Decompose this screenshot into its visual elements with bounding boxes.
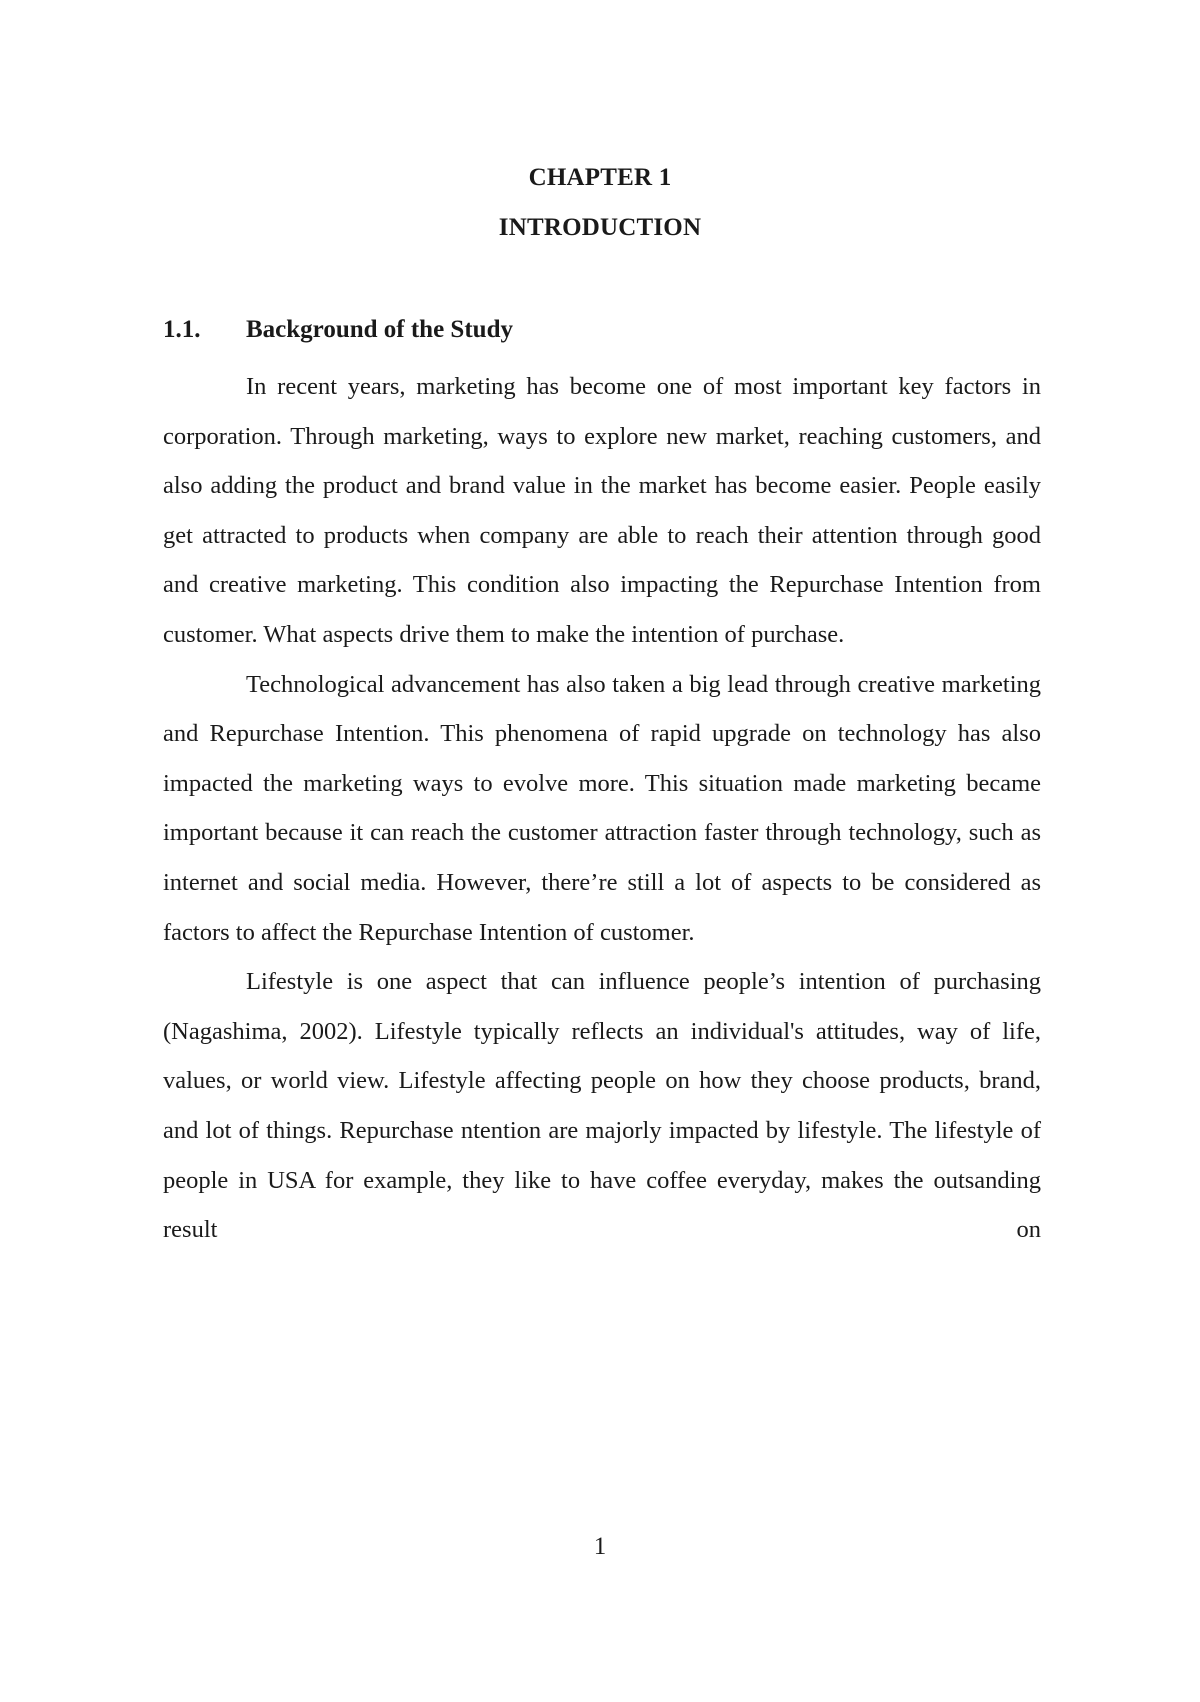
chapter-number: CHAPTER 1 xyxy=(528,164,672,191)
page-number: 1 xyxy=(593,1533,607,1560)
section-number: 1.1. xyxy=(163,316,201,343)
section-title: Background of the Study xyxy=(246,316,513,343)
paragraph-2: Technological advancement has also taken a big lead through creative marketing and Repurchase Intention. This phenomena of rapid upgrade on technology has also impacted the marketing ways to evolve more. This situation made marketing became important because it can reach the customer attraction faster through technology, such as internet and social media. However, there’re still a lot of aspects to be considered as factors to affect the Repurchase Intention of customer. xyxy=(163,670,1041,946)
paragraph-3: Lifestyle is one aspect that can influence people’s intention of purchasing (Nagashima, 2002). Lifestyle typically reflects an individual's attitudes, way of life, values, or world view. Lifestyle affecting people on how they choose products, brand, and lot of things. Repurchase ntention are majorly impacted by lifestyle. The lifestyle of people in USA for example, they like to have coffee everyday, makes the outsanding result on xyxy=(163,968,1041,1244)
paragraph-1: In recent years, marketing has become one of most important key factors in corporation. Through marketing, ways to explore new market, reaching customers, and also adding the product and brand value in the market has become easier. People easily get attracted to products when company are able to reach their attention through good and creative marketing. This condition also impacting the Repurchase Intention from customer. What aspects drive them to make the intention of purchase. xyxy=(163,373,1041,648)
body-text xyxy=(163,362,1041,1255)
chapter-title: INTRODUCTION xyxy=(498,214,702,241)
section-heading xyxy=(163,316,513,344)
